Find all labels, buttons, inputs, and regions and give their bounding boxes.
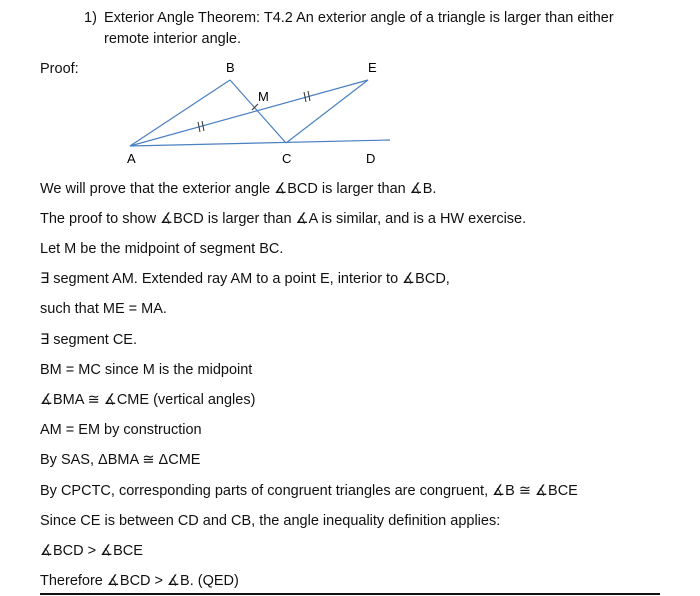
label-point-c: C xyxy=(282,151,292,166)
proof-line: BM = MC since M is the midpoint xyxy=(40,362,253,378)
proof-line: AM = EM by construction xyxy=(40,422,202,438)
problem-heading-line1: Exterior Angle Theorem: T4.2 An exterior angle of a triangle is larger than either xyxy=(104,10,614,26)
proof-label: Proof: xyxy=(40,61,79,77)
proof-line: By SAS, ΔBMA ≅ ΔCME xyxy=(40,452,201,468)
proof-line: By CPCTC, corresponding parts of congruent triangles are congruent, ∡B ≅ ∡BCE xyxy=(40,483,578,499)
problem-heading-line2: remote interior angle. xyxy=(104,31,242,47)
proof-line: ∡BMA ≅ ∡CME (vertical angles) xyxy=(40,392,256,408)
problem-number: 1) xyxy=(84,10,97,26)
label-point-e: E xyxy=(368,60,377,75)
segment-ame xyxy=(130,80,368,146)
bottom-rule xyxy=(40,593,660,595)
segment-ab xyxy=(130,80,230,146)
label-point-b: B xyxy=(226,60,235,75)
proof-line: The proof to show ∡BCD is larger than ∡A is similar, and is a HW exercise. xyxy=(40,211,527,227)
triangle-diagram xyxy=(0,0,700,180)
proof-line: ∃ segment AM. Extended ray AM to a point E, interior to ∡BCD, xyxy=(40,271,450,287)
proof-line: Since CE is between CD and CB, the angle inequality definition applies: xyxy=(40,513,501,529)
line-acd xyxy=(130,140,390,146)
proof-line: such that ME = MA. xyxy=(40,301,167,317)
proof-line: ∃ segment CE. xyxy=(40,332,138,348)
proof-line: Therefore ∡BCD > ∡B. (QED) xyxy=(40,573,239,589)
label-point-a: A xyxy=(127,151,136,166)
label-point-m: M xyxy=(258,89,269,104)
label-point-d: D xyxy=(366,151,376,166)
proof-line: We will prove that the exterior angle ∡BCD is larger than ∡B. xyxy=(40,181,437,197)
segment-ce xyxy=(286,80,368,143)
proof-line: Let M be the midpoint of segment BC. xyxy=(40,241,284,257)
proof-line: ∡BCD > ∡BCE xyxy=(40,543,143,559)
